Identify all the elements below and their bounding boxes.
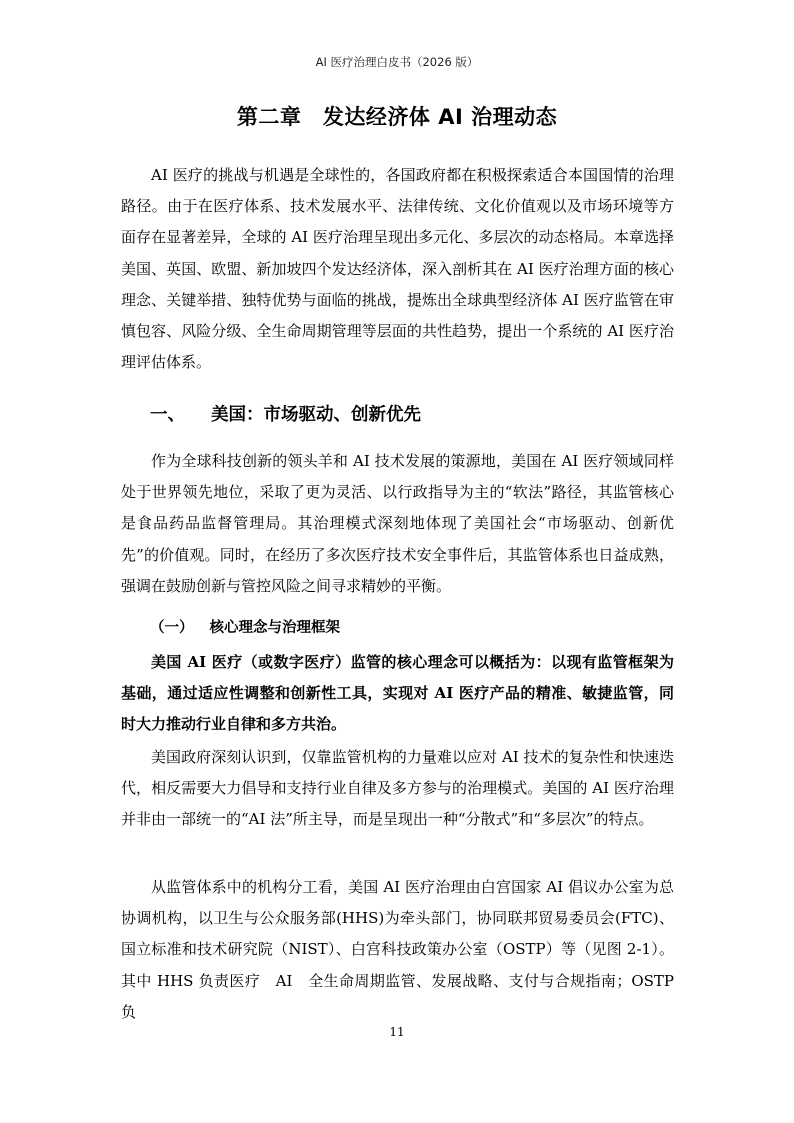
subsection-number: （一）	[150, 620, 194, 636]
subsection-title: 核心理念与治理框架	[209, 620, 340, 636]
bold-summary-paragraph: 美国 AI 医疗（或数字医疗）监管的核心理念可以概括为：以现有监管框架为基础，通过适应性调整和创新性工具，实现对 AI 医疗产品的精准、敏捷监管，同时大力推动行业自律和多方共治。	[121, 653, 674, 734]
subsection-heading	[150, 616, 340, 637]
section-heading	[150, 401, 421, 426]
intro-paragraph: AI 医疗的挑战与机遇是全球性的，各国政府都在积极探索适合本国国情的治理路径。由于在医疗体系、技术发展水平、法律传统、文化价值观以及市场环境等方面存在显著差异，全球的 AI 医疗治理呈现出多元化、多层次的动态格局。本章选择美国、英国、欧盟、新加坡四个发达经济体，深入剖析其在 AI 医疗治理方面的核心理念、关键举措、独特优势与面临的挑战，提炼出全球典型经济体 AI 医疗监管在审慎包容、风险分级、全生命周期管理等层面的共性趋势，提出一个系统的 AI 医疗治理评估体系。	[121, 166, 674, 372]
section-paragraph: 作为全球科技创新的领头羊和 AI 技术发展的策源地，美国在 AI 医疗领域同样处于世界领先地位，采取了更为灵活、以行政指导为主的“软法”路径，其监管核心是食品药品监督管理局。其治理模式深刻地体现了美国社会“市场驱动、创新优先”的价值观。同时，在经历了多次医疗技术安全事件后，其监管体系也日益成熟，强调在鼓励创新与管控风险之间寻求精妙的平衡。	[121, 452, 674, 595]
running-header: AI 医疗治理白皮书（2026 版）	[315, 55, 479, 69]
page-number: 11	[389, 1025, 405, 1039]
section-title: 美国：市场驱动、创新优先	[211, 405, 421, 425]
body-paragraph-3: 从监管体系中的机构分工看，美国 AI 医疗治理由白宫国家 AI 倡议办公室为总协调机构，以卫生与公众服务部(HHS)为牵头部门，协同联邦贸易委员会(FTC)、国立标准和技术研究院（NIST）、白宫科技政策办公室（OSTP）等（见图 2-1）。其中 HHS 负责医疗 AI 全生命周期监管、发展战略、支付与合规指南；OSTP 负	[121, 878, 674, 1021]
section-number: 一、	[150, 405, 185, 425]
chapter-title: 第二章 发达经济体 AI 治理动态	[236, 105, 558, 129]
body-paragraph-2: 美国政府深刻认识到，仅靠监管机构的力量难以应对 AI 技术的复杂性和快速迭代，相反需要大力倡导和支持行业自律及多方参与的治理模式。美国的 AI 医疗治理并非由一部统一的“AI 法”所主导，而是呈现出一种“分散式”和“多层次”的特点。	[121, 748, 674, 829]
